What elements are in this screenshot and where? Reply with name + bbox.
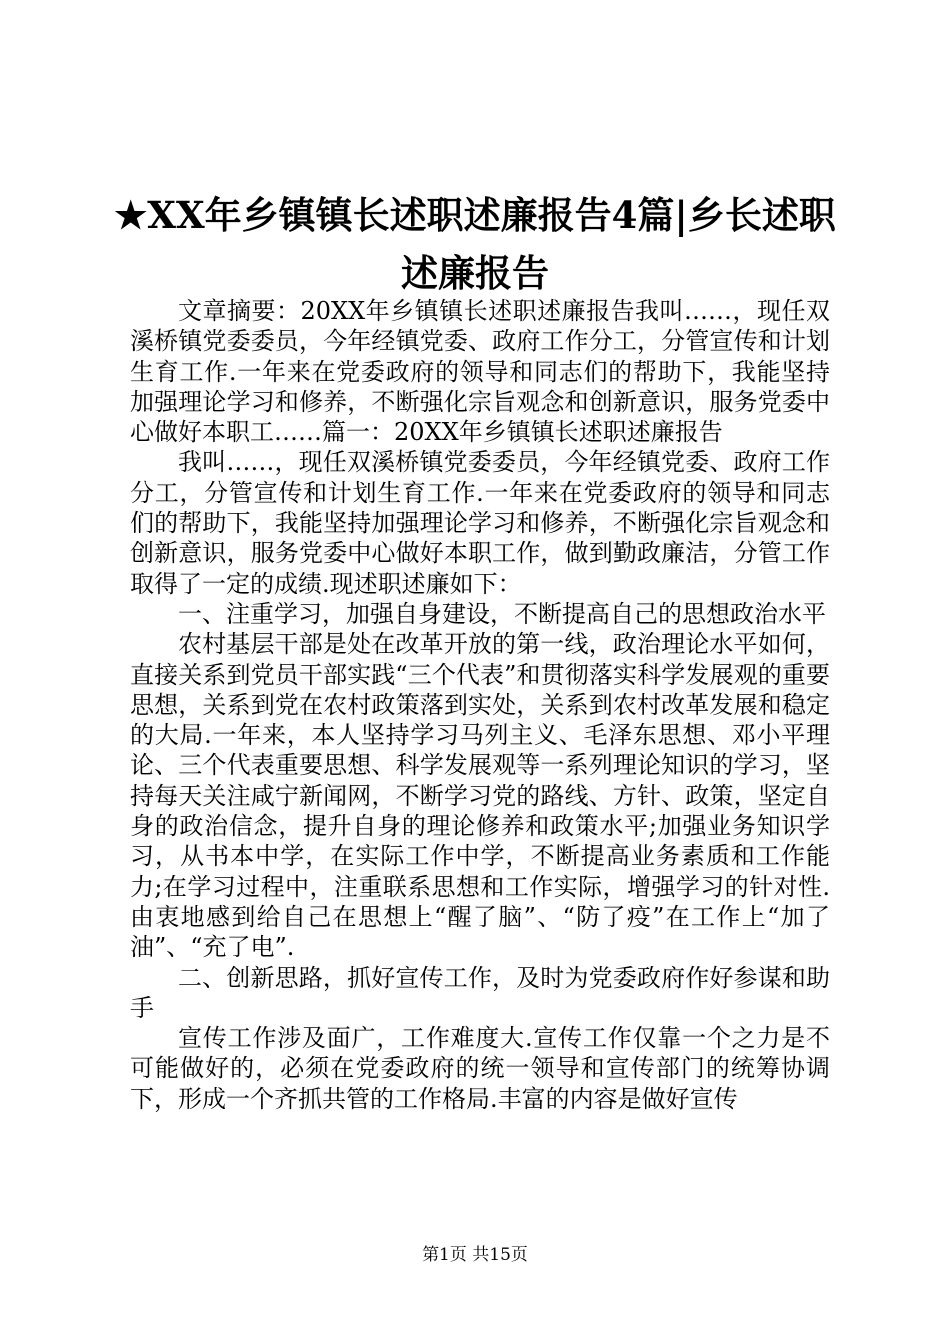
section-heading-2: 二、创新思路，抓好宣传工作，及时为党委政府作好参谋和助手 [130,963,830,1022]
document-body [130,296,830,1114]
page-number-footer: 第1页 共15页 [422,1245,528,1265]
paragraph-section-1: 农村基层干部是处在改革开放的第一线，政治理论水平如何，直接关系到党员干部实践“三个代表”和贯彻落实科学发展观的重要思想，关系到党在农村政策落到实处，关系到农村改革发展和稳定的大局.一年来，本人坚持学习马列主义、毛泽东思想、邓小平理论、三个代表重要思想、科学发展观等一系列理论知识的学习，坚持每天关注咸宁新闻网，不断学习党的路线、方针、政策，坚定自身的政治信念，提升自身的理论修养和政策水平;加强业务知识学习，从书本中学，在实际工作中学，不断提高业务素质和工作能力;在学习过程中，注重联系思想和工作实际，增强学习的针对性.由衷地感到给自己在思想上“醒了脑”、“防了疫”在工作上“加了油”、“充了电”. [130,630,830,962]
document-title: ★XX年乡镇镇长述职述廉报告4篇|乡长述职述廉报告 [114,193,836,295]
section-heading-1: 一、注重学习，加强自身建设，不断提高自己的思想政治水平 [178,599,826,628]
paragraph-section-2: 宣传工作涉及面广，工作难度大.宣传工作仅靠一个之力是不可能做好的，必须在党委政府的统一领导和宣传部门的统筹协调下，形成一个齐抓共管的工作格局.丰富的内容是做好宣传 [130,1024,830,1113]
paragraph-abstract: 文章摘要：20XX年乡镇镇长述职述廉报告我叫……，现任双溪桥镇党委委员，今年经镇党委、政府工作分工，分管宣传和计划生育工作.一年来在党委政府的领导和同志们的帮助下，我能坚持加强理论学习和修养，不断强化宗旨观念和创新意识，服务党委中心做好本职工……篇一：20XX年乡镇镇长述职述廉报告 [130,297,830,447]
paragraph-intro: 我叫……，现任双溪桥镇党委委员，今年经镇党委、政府工作分工，分管宣传和计划生育工作.一年来在党委政府的领导和同志们的帮助下，我能坚持加强理论学习和修养，不断强化宗旨观念和创新意识，服务党委中心做好本职工作，做到勤政廉洁，分管工作取得了一定的成绩.现述职述廉如下： [130,448,830,598]
